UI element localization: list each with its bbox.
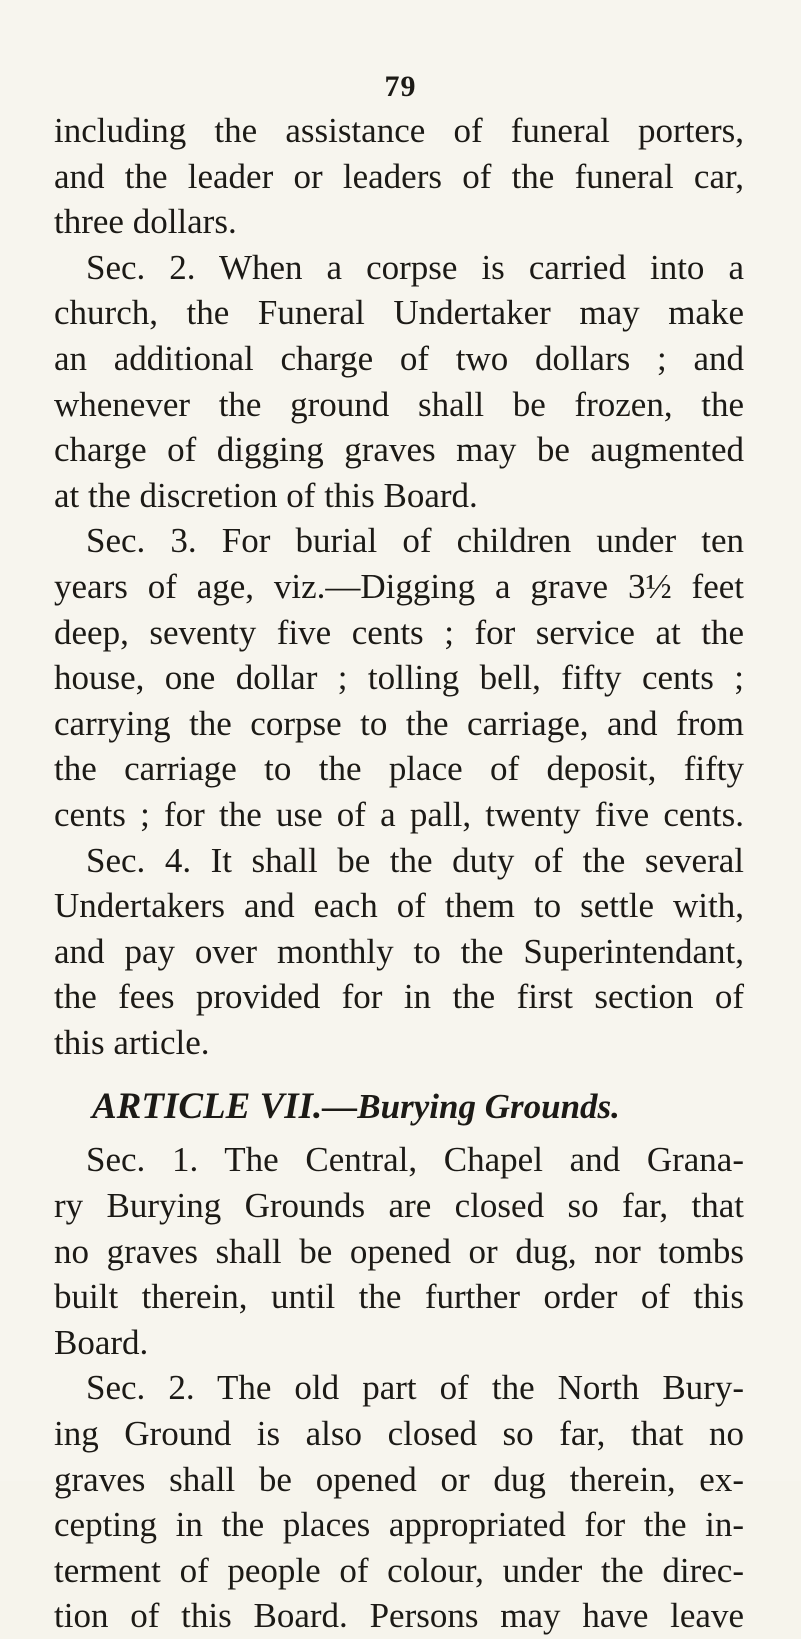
text-line: graves shall be opened or dug therein, ex- xyxy=(54,1459,744,1499)
text-line: and pay over monthly to the Superintendant, xyxy=(54,931,744,971)
text-line: the fees provided for in the first section of xyxy=(54,977,744,1017)
text-line: no graves shall be opened or dug, nor tombs xyxy=(54,1231,744,1271)
text-line: Sec. 4. It shall be the duty of the several xyxy=(86,840,744,880)
text-line: terment of people of colour, under the direc- xyxy=(54,1550,744,1590)
text-line: ing Ground is also closed so far, that no xyxy=(54,1414,744,1454)
text-line: the carriage to the place of deposit, fifty xyxy=(54,749,744,789)
text-line: church, the Funeral Undertaker may make xyxy=(54,293,744,333)
text-line: house, one dollar ; tolling bell, fifty cents ; xyxy=(54,658,744,698)
article-subtitle: —Burying Grounds. xyxy=(322,1087,620,1127)
article-heading xyxy=(54,1065,744,1137)
text-line: charge of digging graves may be augmented xyxy=(54,430,744,470)
text-line: at the discretion of this Board. xyxy=(54,475,478,515)
article-title: ARTICLE VII. xyxy=(92,1086,323,1128)
text-line: Sec. 2. The old part of the North Bury- xyxy=(86,1368,744,1408)
text-line: tion of this Board. Persons may have leave xyxy=(54,1596,744,1636)
text-line: Sec. 1. The Central, Chapel and Grana- xyxy=(86,1140,744,1180)
text-line: this article. xyxy=(54,1022,210,1062)
text-line: three dollars. xyxy=(54,202,237,242)
page-number: 79 xyxy=(384,70,417,103)
text-line: years of age, viz.—Digging a grave 3½ feet xyxy=(54,566,744,606)
text-line: and the leader or leaders of the funeral car, xyxy=(54,156,744,196)
body-text xyxy=(54,108,744,1639)
text-line: including the assistance of funeral porters, xyxy=(54,111,744,150)
text-line: Board. xyxy=(54,1322,149,1362)
text-line: built therein, until the further order of this xyxy=(54,1277,744,1317)
text-line: whenever the ground shall be frozen, the xyxy=(54,384,744,424)
text-line: cepting in the places appropriated for the in- xyxy=(54,1505,744,1545)
text-line: deep, seventy five cents ; for service at the xyxy=(54,612,744,652)
text-line: cents ; for the use of a pall, twenty five cents. xyxy=(54,794,744,834)
text-line: Sec. 3. For burial of children under ten xyxy=(86,521,744,561)
text-line: an additional charge of two dollars ; and xyxy=(54,338,744,378)
text-line: Sec. 2. When a corpse is carried into a xyxy=(86,247,744,287)
text-line: carrying the corpse to the carriage, and from xyxy=(54,703,744,743)
text-line: Undertakers and each of them to settle with, xyxy=(54,886,744,926)
text-line: ry Burying Grounds are closed so far, that xyxy=(54,1186,744,1226)
